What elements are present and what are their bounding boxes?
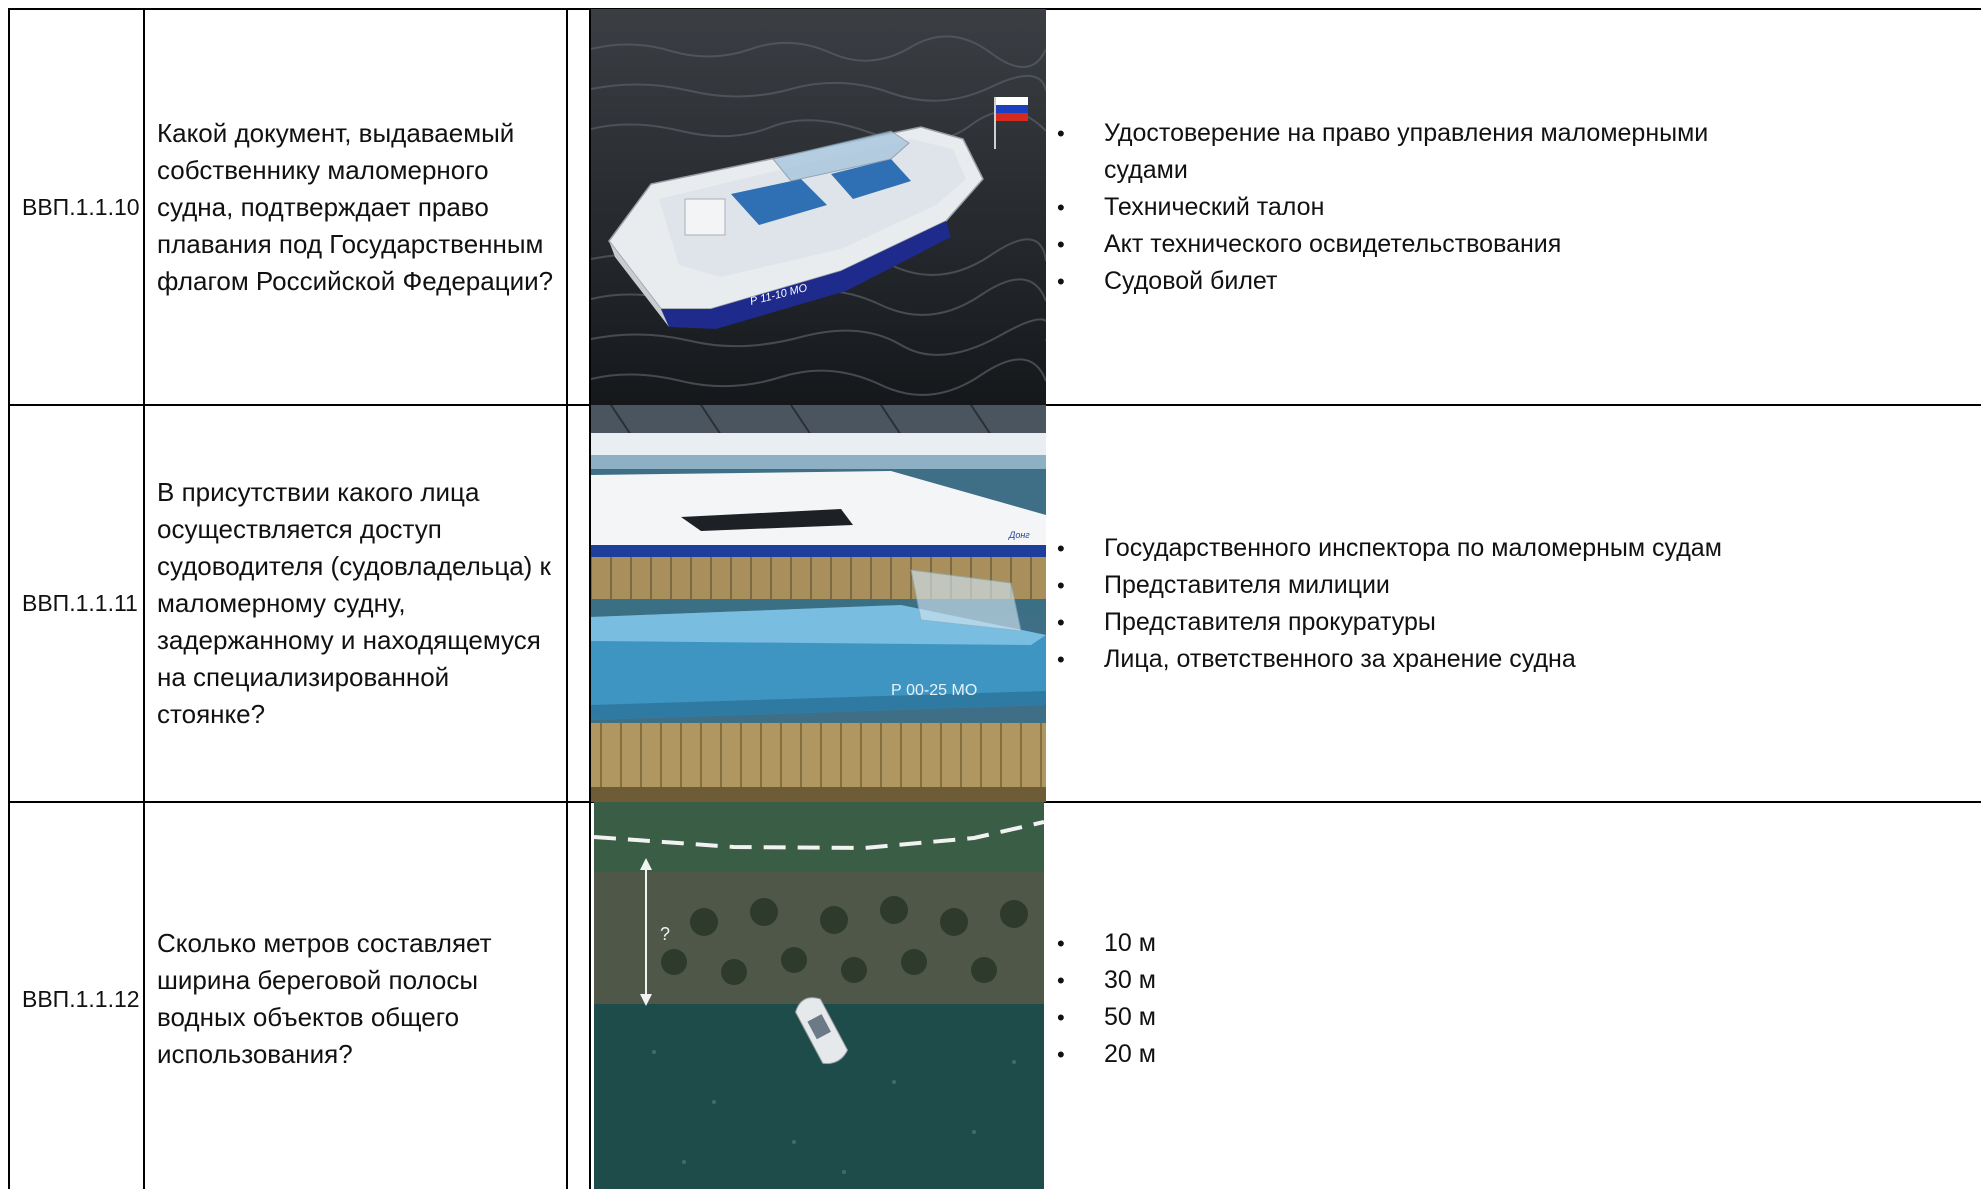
- answer-options: [993, 405, 1981, 802]
- answer-text: Технический талон: [1104, 192, 1325, 221]
- bullet-icon: •: [1057, 609, 1065, 635]
- answer-option: [1054, 189, 1724, 226]
- answer-text: Представителя прокуратуры: [1104, 607, 1436, 636]
- answer-text: Судовой билет: [1104, 266, 1278, 295]
- bullet-icon: •: [1057, 968, 1065, 993]
- answer-text: Удостоверение на право управления маломерными судами: [1104, 118, 1709, 184]
- boats-at-dock-image: [591, 405, 1046, 802]
- question-image-cell: [590, 9, 971, 405]
- answer-option: [1054, 226, 1724, 263]
- answer-option: [1054, 530, 1724, 567]
- bullet-icon: •: [1057, 268, 1065, 294]
- question-code: ВВП.1.1.11: [9, 405, 144, 802]
- bullet-icon: •: [1057, 231, 1065, 257]
- bullet-icon: •: [1057, 646, 1065, 672]
- question-image-cell: [590, 405, 1030, 802]
- answer-text: 50 м: [1104, 1003, 1156, 1031]
- question-row: [9, 9, 1981, 405]
- answer-text: Лица, ответственного за хранение судна: [1104, 644, 1576, 673]
- answer-option: [1054, 115, 1724, 189]
- answer-text: 30 м: [1104, 966, 1156, 994]
- bullet-icon: •: [1057, 572, 1065, 598]
- question-image-cell: [590, 802, 971, 1189]
- hull-marking: Р 11-10 МО: [748, 282, 809, 308]
- question-code: ВВП.1.1.10: [9, 9, 144, 405]
- answer-text: Представителя милиции: [1104, 570, 1390, 599]
- shoreline-aerial-image: [594, 802, 1044, 1189]
- bullet-icon: •: [1057, 120, 1065, 146]
- bullet-icon: •: [1057, 535, 1065, 561]
- spacer-cell: [567, 802, 590, 1189]
- bullet-icon: •: [1057, 194, 1065, 220]
- spacer-cell: [567, 405, 590, 802]
- answer-text: 20 м: [1104, 1040, 1156, 1068]
- answer-option: [1054, 1036, 1724, 1073]
- questions-table: [8, 8, 1981, 1189]
- question-row: [9, 802, 1981, 1189]
- bullet-icon: •: [1057, 1005, 1065, 1030]
- question-code: ВВП.1.1.12: [9, 802, 144, 1189]
- answer-text: Акт технического освидетельствования: [1104, 229, 1562, 258]
- answer-option: [1054, 925, 1724, 962]
- answer-option: [1054, 999, 1724, 1036]
- question-text: В присутствии какого лица осуществляется доступ судоводителя (судовладельца) к маломерному судну, задержанному и находящемуся на специализированной стоянке?: [144, 405, 567, 802]
- question-row: [9, 405, 1981, 802]
- upper-boat-marking: Донг: [1009, 530, 1030, 540]
- answer-option: [1054, 263, 1724, 300]
- answer-option: [1054, 962, 1724, 999]
- answer-option: [1054, 641, 1724, 678]
- question-text: Какой документ, выдаваемый собственнику маломерного судна, подтверждает право плавания под Государственным флагом Российской Федерации?: [144, 9, 567, 405]
- answer-option: [1054, 567, 1724, 604]
- answer-text: Государственного инспектора по маломерным судам: [1104, 533, 1722, 562]
- distance-label: ?: [660, 924, 671, 944]
- answer-options: [993, 9, 1981, 405]
- hull-marking: Р 00-25 МО: [891, 682, 978, 699]
- spacer-cell: [567, 9, 590, 405]
- bullet-icon: •: [1057, 931, 1065, 956]
- answer-option: [1054, 604, 1724, 641]
- question-text: Сколько метров составляет ширина береговой полосы водных объектов общего использования?: [144, 802, 567, 1189]
- boat-on-water-image: [591, 9, 1046, 405]
- bullet-icon: •: [1057, 1042, 1065, 1067]
- answer-text: 10 м: [1104, 929, 1156, 957]
- answer-options: [993, 802, 1981, 1189]
